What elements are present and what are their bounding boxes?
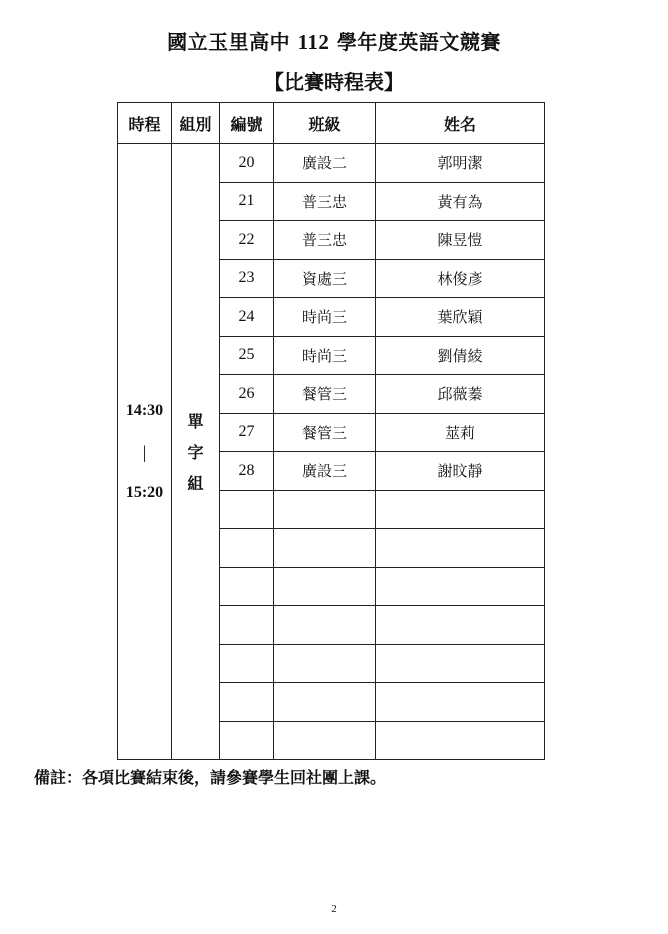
cell-name: [376, 644, 545, 683]
cell-number: [220, 683, 274, 722]
cell-class: 普三忠: [274, 182, 376, 221]
table-header-row: [118, 103, 545, 144]
cell-number: 23: [220, 259, 274, 298]
cell-class: [274, 644, 376, 683]
group-cell: [172, 144, 220, 760]
time-end: 15:20: [125, 483, 164, 501]
cell-class: [274, 490, 376, 529]
time-range-cell: [118, 144, 172, 760]
header-group: 組別: [172, 103, 220, 144]
table-row: [118, 144, 545, 183]
cell-class: [274, 683, 376, 722]
header-class: 班級: [274, 103, 376, 144]
cell-name: 葉欣穎: [376, 298, 545, 337]
header-number: 編號: [220, 103, 274, 144]
cell-name: [376, 490, 545, 529]
cell-number: 27: [220, 413, 274, 452]
cell-number: [220, 644, 274, 683]
group-char: 單: [187, 412, 204, 431]
cell-class: 時尚三: [274, 336, 376, 375]
cell-class: 餐管三: [274, 413, 376, 452]
cell-class: 資處三: [274, 259, 376, 298]
cell-number: [220, 721, 274, 760]
cell-name: [376, 721, 545, 760]
cell-name: 邱薇蓁: [376, 375, 545, 414]
cell-number: 26: [220, 375, 274, 414]
cell-name: 郭明潔: [376, 144, 545, 183]
cell-class: [274, 721, 376, 760]
cell-name: 林俊彥: [376, 259, 545, 298]
document-subtitle: 【比賽時程表】: [264, 70, 404, 94]
cell-number: [220, 529, 274, 568]
cell-class: 餐管三: [274, 375, 376, 414]
cell-number: 22: [220, 221, 274, 260]
cell-number: 20: [220, 144, 274, 183]
page-number: 2: [331, 903, 337, 915]
cell-number: 24: [220, 298, 274, 337]
header-name: 姓名: [376, 103, 545, 144]
cell-class: [274, 567, 376, 606]
cell-name: [376, 529, 545, 568]
cell-class: [274, 529, 376, 568]
cell-class: [274, 606, 376, 645]
footnote: 備註：各項比賽結束後，請參賽學生回社團上課。: [34, 768, 387, 787]
cell-name: 劉倩綾: [376, 336, 545, 375]
header-time: 時程: [118, 103, 172, 144]
cell-class: 廣設三: [274, 452, 376, 491]
time-separator: |: [142, 441, 147, 462]
time-start: 14:30: [125, 401, 164, 419]
cell-class: 廣設二: [274, 144, 376, 183]
cell-number: 21: [220, 182, 274, 221]
cell-number: 25: [220, 336, 274, 375]
cell-number: 28: [220, 452, 274, 491]
cell-name: [376, 567, 545, 606]
cell-name: [376, 606, 545, 645]
cell-number: [220, 606, 274, 645]
cell-name: 莁莉: [376, 413, 545, 452]
group-char: 組: [187, 474, 204, 493]
document-title: [0, 26, 668, 55]
cell-number: [220, 567, 274, 606]
title-year: 112: [297, 30, 330, 54]
title-suffix: 學年度英語文競賽: [329, 30, 501, 54]
schedule-table: [117, 102, 545, 760]
cell-name: 陳昱愷: [376, 221, 545, 260]
cell-number: [220, 490, 274, 529]
cell-class: 時尚三: [274, 298, 376, 337]
title-prefix: 國立玉里高中: [167, 30, 298, 54]
cell-class: 普三忠: [274, 221, 376, 260]
group-char: 字: [187, 443, 204, 462]
cell-name: [376, 683, 545, 722]
cell-name: 謝旼靜: [376, 452, 545, 491]
cell-name: 黃有為: [376, 182, 545, 221]
